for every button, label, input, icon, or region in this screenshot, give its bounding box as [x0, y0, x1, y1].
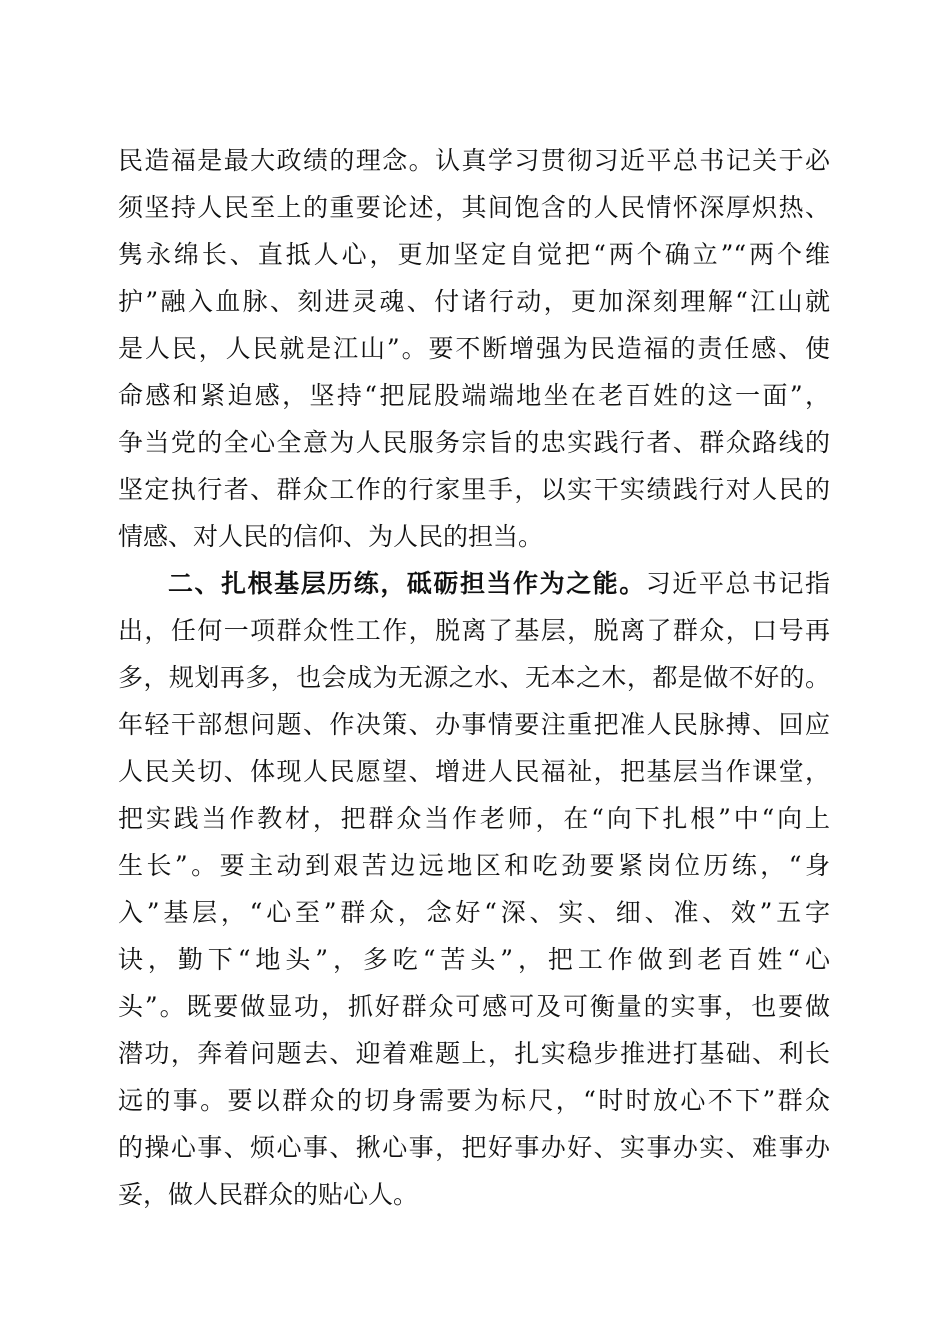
- paragraph-line: 护”融入血脉、刻进灵魂、付诸行动，更加深刻理解“江山就: [118, 287, 830, 316]
- paragraph-line: 把实践当作教材，把群众当作老师，在“向下扎根”中“向上: [118, 804, 830, 833]
- paragraph-line: 隽永绵长、直抵人心，更加坚定自觉把“两个确立”“两个维: [118, 240, 830, 269]
- heading-line-rest: 习近平总书记指: [645, 569, 830, 598]
- paragraph-line: 入”基层，“心至”群众，念好“深、实、细、准、效”五字: [118, 898, 830, 927]
- paragraph-line: 头”。既要做显功，抓好群众可感可及可衡量的实事，也要做: [118, 992, 830, 1021]
- paragraph-line: 年轻干部想问题、作决策、办事情要注重把准人民脉搏、回应: [118, 710, 830, 739]
- paragraph-line: 是人民，人民就是江山”。要不断增强为民造福的责任感、使: [118, 334, 830, 363]
- paragraph-line: 潜功，奔着问题去、迎着难题上，扎实稳步推进打基础、利长: [118, 1039, 830, 1068]
- paragraph-1: [118, 137, 830, 560]
- paragraph-line: 争当党的全心全意为人民服务宗旨的忠实践行者、群众路线的: [118, 428, 830, 457]
- paragraph-line: 生长”。要主动到艰苦边远地区和吃劲要紧岗位历练，“身: [118, 851, 830, 880]
- paragraph-line: 多，规划再多，也会成为无源之水、无本之木，都是做不好的。: [118, 663, 830, 692]
- paragraph-line: 远的事。要以群众的切身需要为标尺，“时时放心不下”群众: [118, 1086, 830, 1115]
- paragraph-line: 出，任何一项群众性工作，脱离了基层，脱离了群众，口号再: [118, 616, 830, 645]
- paragraph-line: 命感和紧迫感，坚持“把屁股端端地坐在老百姓的这一面”，: [118, 381, 830, 410]
- paragraph-line: 诀，勤下“地头”，多吃“苦头”，把工作做到老百姓“心: [118, 945, 830, 974]
- paragraph-line: 人民关切、体现人民愿望、增进人民福祉，把基层当作课堂，: [118, 757, 830, 786]
- paragraph-line: 坚定执行者、群众工作的行家里手，以实干实绩践行对人民的: [118, 475, 830, 504]
- paragraph-line: 民造福是最大政绩的理念。认真学习贯彻习近平总书记关于必: [118, 146, 830, 175]
- paragraph-line: 的操心事、烦心事、揪心事，把好事办好、实事办实、难事办: [118, 1133, 830, 1162]
- document-body: [118, 137, 830, 1218]
- paragraph-line: 妥，做人民群众的贴心人。: [118, 1180, 419, 1209]
- paragraph-2: [118, 560, 830, 1218]
- section-heading: 二、扎根基层历练，砥砺担当作为之能。: [168, 569, 646, 598]
- paragraph-line: 情感、对人民的信仰、为人民的担当。: [118, 522, 544, 551]
- paragraph-line: 须坚持人民至上的重要论述，其间饱含的人民情怀深厚炽热、: [118, 193, 830, 222]
- paragraph-first-line: [118, 560, 830, 607]
